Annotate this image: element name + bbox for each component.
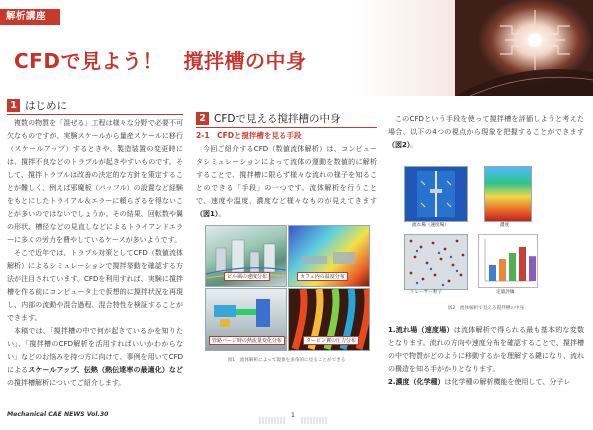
figure-1-caption: 図1 流体解析によって現象を多角的に見ることができる (227, 358, 346, 363)
section-heading-2 (196, 111, 340, 126)
footer-brand: Mechanical CAE NEWS Vol.30 (7, 411, 109, 418)
figure-tile-pipe (205, 288, 287, 351)
figure-tile-turbine (288, 288, 370, 351)
list-item: 1.流れ場（速度場）は流体解析で得られる最も基本的な変数となります。流れの方向や速度分布を確認することで、撹拌槽の中で物質がどのように移動するかを理解する鍵になり、流れの構造を知る手がかりとなります。 (388, 326, 585, 373)
category-tag: 解析講座 (0, 9, 60, 25)
paragraph: そこで近年では、トラブル対策としてCFD（数値流体解析）によるシミュレーションで撹拌挙動を確認する方法が注目されています。CFDを利用すれば、実験に撹拌槽を作る前にコンピュータ上で仮想的に撹拌状況を再現し、内部の流動や混合過程、混合特性を検証することができます。 (7, 249, 183, 322)
section-title: CFDで見える撹拌槽の中身 (214, 113, 341, 125)
bar-mark (529, 256, 536, 281)
list-item: 2.濃度（化学種）は化学種の解析機能を使用して、分子レ (388, 378, 571, 386)
bar-mark (499, 259, 506, 281)
paragraph: 本稿では、「撹拌槽の中で何が起きているかを知りたい」、「撹拌槽のCFD解析を活用すればいいかわからない」などのお悩みを持つ方に向けて、事例を用いてCFDによるスケールアップ、伝熱（熱伝達率の最適化）などの撹拌槽解析についてご紹介します。 (7, 327, 184, 387)
page-number-box (258, 411, 328, 422)
figure-label: タービン翼の圧力分布 (303, 336, 359, 345)
bar-mark (489, 265, 496, 281)
figure-label: トレーサー粒子 (410, 290, 443, 295)
column3-list (388, 324, 584, 389)
section-number: 2 (196, 112, 209, 125)
figure-label: 流れ場（速度場） (412, 223, 449, 228)
section-number: 1 (7, 99, 20, 112)
bar-mark (509, 253, 516, 281)
column3-intro (388, 113, 584, 152)
bar-mark (519, 247, 526, 281)
section-heading-1 (7, 98, 67, 113)
figure-label: 定量評価 (496, 290, 515, 295)
figure-tile-cafe (288, 225, 370, 287)
tracer-particles-image (404, 234, 468, 290)
figure-label: 濃度 (500, 223, 510, 228)
page-title: CFDで見よう！ 撹拌槽の中身 (14, 49, 307, 73)
figure-label: カフェ内の温度分布 (297, 272, 348, 281)
figure-label: 管路バージ時の熱流量変化分布 (209, 336, 285, 345)
quantitative-chart (478, 234, 538, 288)
figure-2-caption: 図2 流体解析で見える撹拌槽の中身 (447, 306, 525, 311)
section-title: はじめに (25, 100, 67, 112)
figure-2 (402, 166, 568, 299)
paragraph: 今回ご紹介するCFD（数値流体解析）は、コンピュータシミュレーションによって流体の運動を数値的に解析することで、撹拌槽に限らず様々な流れの様子を知ることのできる「手段」の一つです。流体解析を行うことで、速度や温度、濃度など様々なものが見えてきます（図1）。 (196, 145, 377, 218)
figure-1 (205, 225, 368, 349)
intro-column (7, 117, 183, 390)
flow-field-image (404, 166, 468, 222)
page-number: 1 (290, 411, 296, 419)
subsection-heading: 2-1 CFDと撹拌槽を見る手段 (196, 131, 302, 140)
quantitative-bar-chart (479, 235, 537, 287)
figure-label: ビル風の速度分布 (224, 272, 270, 281)
section2-text (196, 143, 377, 221)
section-rule (7, 114, 183, 115)
paragraph: このCFDという手段を使って撹拌槽を評価しようと考えた場合、以下の4つの視点から現象を把握することができます（図2）。 (388, 115, 584, 149)
concentration-image (484, 166, 532, 222)
figure-tile-building (205, 225, 287, 287)
section-rule (196, 127, 377, 128)
paragraph: 複数の物質を「混ぜる」工程は様々な分野で必要不可欠なものですが、実験スケールから量産スケールに移行（スケールアップ）するときや、製造装置の変更時には、撹拌不良などのトラブルが起きやすいものです。そして、撹拌トラブルは改善の決定的な方針を策定することが難しく、例えば邪魔板（バッフル）の設置など経験をもとにしたトライアル＆エラーに頼らざるを得ないことが多いのではないでしょうか。その結果、回転数や翼の形状、槽径などの見直しなどによるトライアンドエラーに多くの労力を費やしているケースが多いようです。 (7, 119, 183, 244)
